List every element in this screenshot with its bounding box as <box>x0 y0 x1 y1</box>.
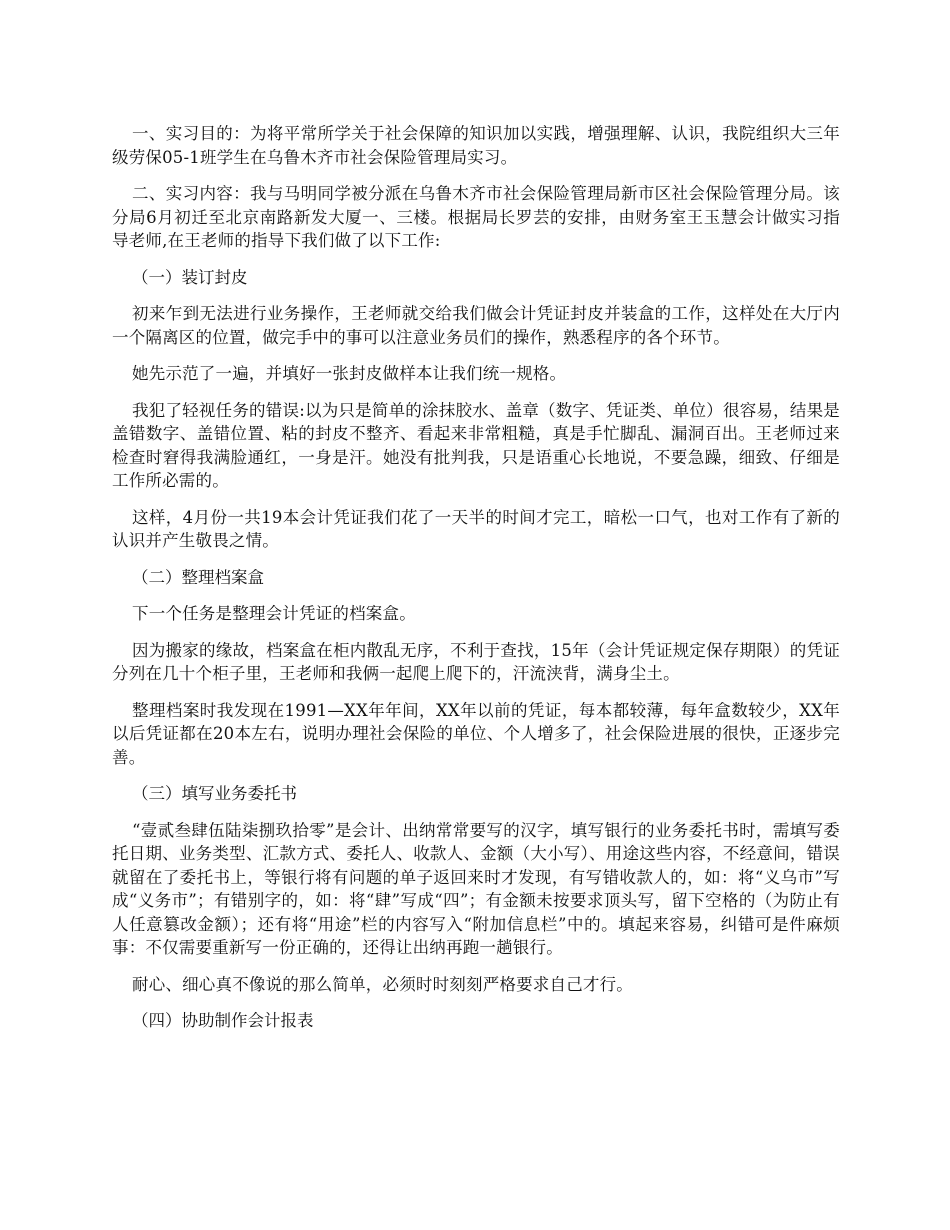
section-heading-accounting-reports: （四）协助制作会计报表 <box>132 1011 314 1030</box>
section-heading-commission-letters: （三）填写业务委托书 <box>132 784 297 803</box>
section-heading-binding-covers: （一）装订封皮 <box>132 267 248 287</box>
paragraph: “壹贰叁肆伍陆柒捌玖拾零”是会计、出纳常常要写的汉字，填写银行的业务委托书时，需填写委托日期、业务类型、汇款方式、委托人、收款人、金额（大小写）、用途这些内容，不经意间，错误就留在了委托书上，等银行将有问题的单子返回来时才发现，有写错收款人的，如：将“义乌市”写成“义务市”；有错别字的，如：将“肆”写成“四”；有金额未按要求顶头写，留下空格的（为防止有人任意篡改金额）；还有将“用途”栏的内容写入“附加信息栏”中的。填起来容易，纠错可是件麻烦事：不仅需要重新写一份正确的，还得让出纳再跑一趟银行。 <box>112 820 840 957</box>
paragraph: 初来乍到无法进行业务操作，王老师就交给我们做会计凭证封皮并装盒的工作，这样处在大厅内一个隔离区的位置，做完手中的事可以注意业务员们的操作，熟悉程序的各个环节。 <box>112 304 840 347</box>
paragraph: 我犯了轻视任务的错误:以为只是简单的涂抹胶水、盖章（数字、凭证类、单位）很容易，结果是盖错数字、盖错位置、粘的封皮不整齐、看起来非常粗糙，真是手忙脚乱、漏洞百出。王老师过来检查时窘得我满脸通红，一身是汗。她没有批判我，只是语重心长地说，不要急躁，细致、仔细是工作所必需的。 <box>112 400 840 490</box>
paragraph: 因为搬家的缘故，档案盒在柜内散乱无序，不利于查找，15年（会计凭证规定保存期限）的凭证分列在几十个柜子里，王老师和我俩一起爬上爬下的，汗流浃背，满身尘土。 <box>112 640 840 683</box>
paragraph: 下一个任务是整理会计凭证的档案盒。 <box>132 604 416 623</box>
paragraph: 耐心、细心真不像说的那么简单，必须时时刻刻严格要求自己才行。 <box>132 974 633 994</box>
paragraph: 整理档案时我发现在1991—XX年年间，XX年以前的凭证，每本都较薄，每年盒数较少，XX年以后凭证都在20本左右，说明办理社会保险的单位、个人增多了，社会保险进展的很快，正逐步完善。 <box>112 700 840 767</box>
document-page <box>112 122 840 1046</box>
paragraph: 这样，4月份一共19本会计凭证我们花了一天半的时间才完工，暗松一口气，也对工作有了新的认识并产生敬畏之情。 <box>112 507 840 550</box>
paragraph: 她先示范了一遍，并填好一张封皮做样本让我们统一规格。 <box>132 364 567 383</box>
section-heading-archive-boxes: （二）整理档案盒 <box>132 567 264 587</box>
paragraph-purpose: 一、实习目的：为将平常所学关于社会保障的知识加以实践，增强理解、认识，我院组织大三年级劳保05-1班学生在乌鲁木齐市社会保险管理局实习。 <box>112 124 840 167</box>
paragraph-content-intro: 二、实习内容：我与马明同学被分派在乌鲁木齐市社会保险管理局新市区社会保险管理分局。该分局6月初迁至北京南路新发大厦一、三楼。根据局长罗芸的安排，由财务室王玉慧会计做实习指导老师,在王老师的指导下我们做了以下工作: <box>112 184 840 250</box>
